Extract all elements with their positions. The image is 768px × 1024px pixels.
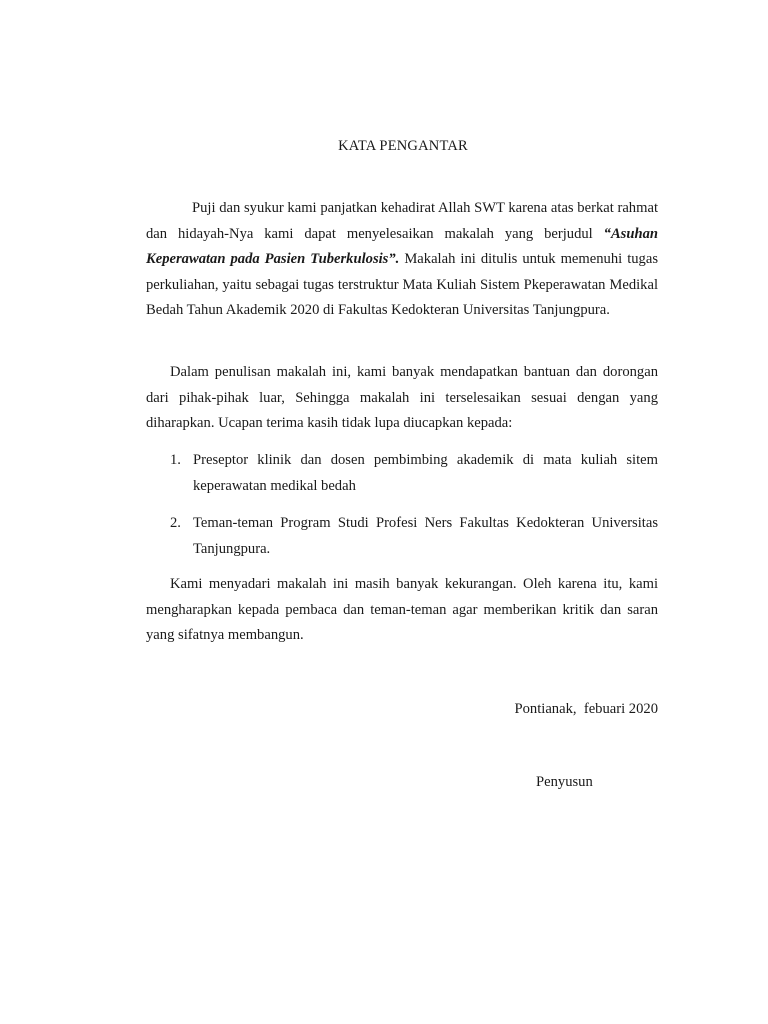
list-item-number: 1.: [170, 452, 181, 468]
list-item-number: 2.: [170, 515, 181, 531]
place-date: Pontianak, febuari 2020: [514, 701, 658, 717]
list-item: [170, 511, 658, 562]
paragraph-opening-continuation: Makalah ini ditulis untuk memenuhi tugas perkuliahan, yaitu sebagai tugas terstruktur Mata Kuliah Sistem Pkeperawatan Medikal Bedah Tahun Akademik 2020 di Fakultas Kedokteran Universitas Tanjungpura.: [146, 251, 659, 318]
list-item-text: Preseptor klinik dan dosen pembimbing akademik di mata kuliah sitem keperawatan medikal bedah: [193, 452, 658, 494]
list-item-text: Teman-teman Program Studi Profesi Ners Fakultas Kedokteran Universitas Tanjungpura.: [193, 515, 658, 557]
paper-title-emphasis: “Asuhan Keperawatan pada Pasien Tuberkulosis”.: [146, 225, 658, 267]
thanks-list-2: [170, 511, 658, 562]
thanks-list-1: [170, 448, 658, 499]
paragraph-acknowledgement: Dalam penulisan makalah ini, kami banyak mendapatkan bantuan dan dorongan dari pihak-pihak luar, Sehingga makalah ini terselesaikan sesuai dengan yang diharapkan. Ucapan terima kasih tidak lupa diucapkan kepada:: [146, 364, 658, 431]
page-title: KATA PENGANTAR: [338, 138, 468, 154]
paragraph-closing: Kami menyadari makalah ini masih banyak kekurangan. Oleh karena itu, kami mengharapkan kepada pembaca dan teman-teman agar memberikan kritik dan saran yang sifatnya membangun.: [146, 576, 658, 643]
signature-label: Penyusun: [536, 774, 593, 790]
paragraph-opening-text: Puji dan syukur kami panjatkan kehadirat Allah SWT karena atas berkat rahmat dan hidayah-Nya kami dapat menyelesaikan makalah yang berjudul: [146, 200, 658, 242]
paragraph-opening: [146, 196, 658, 324]
list-item: [170, 448, 658, 499]
